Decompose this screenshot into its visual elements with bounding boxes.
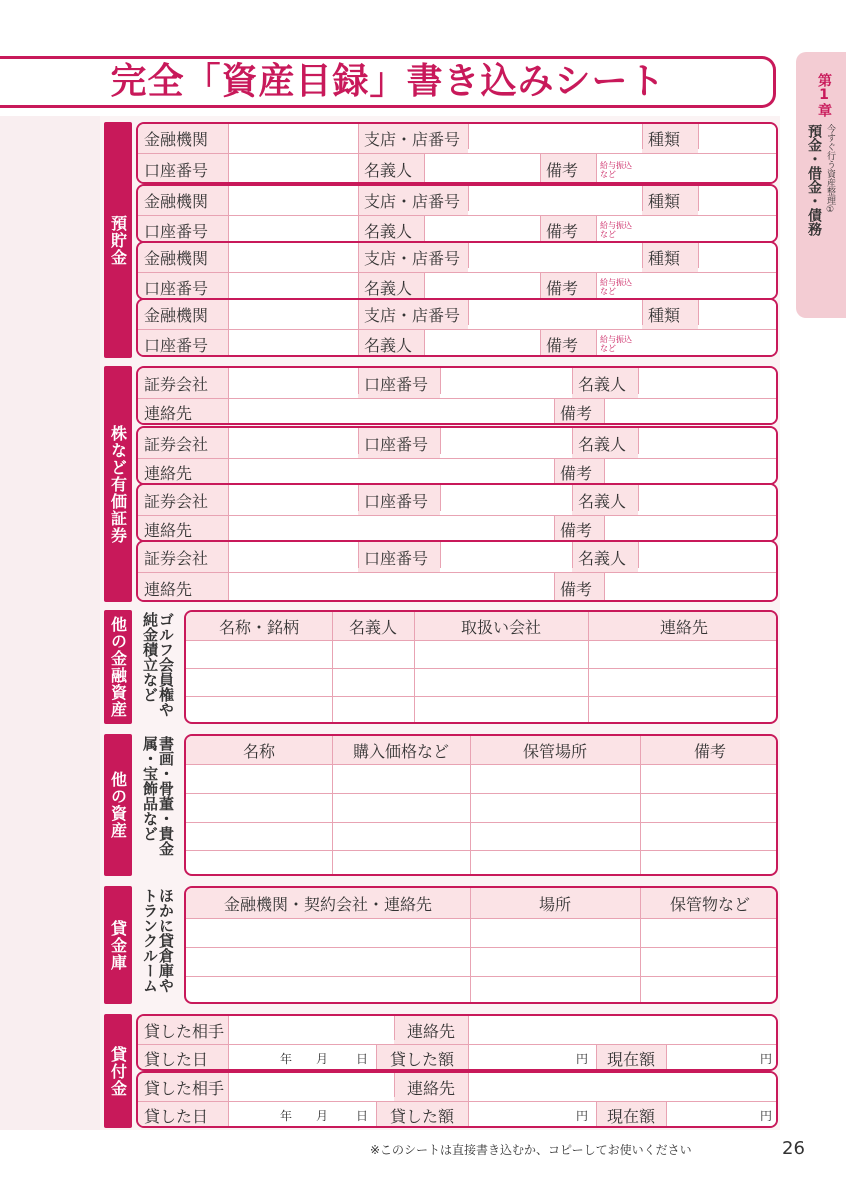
remarks-note: 給与振込など	[596, 215, 638, 243]
holder-field[interactable]	[638, 542, 778, 572]
label-bank: 金融機関	[138, 124, 228, 153]
current-amount-yen[interactable]: 円	[666, 1044, 778, 1071]
safe-deposit-note: ほかに貸倉庫やトランクルーム	[141, 888, 175, 993]
left-margin-strip	[0, 116, 100, 1130]
label-branch: 支店・店番号	[358, 186, 468, 215]
holder-field[interactable]	[424, 329, 540, 357]
label-contact: 連絡先	[138, 458, 228, 485]
label-contact: 連絡先	[394, 1016, 468, 1044]
remarks-field[interactable]	[604, 572, 778, 602]
contact-field[interactable]	[468, 1073, 778, 1101]
label-borrower: 貸した相手	[138, 1073, 228, 1101]
type-field[interactable]	[698, 124, 778, 153]
month-unit[interactable]: 月	[300, 1044, 336, 1071]
contact-field[interactable]	[228, 458, 554, 485]
label-holder: 名義人	[572, 485, 638, 515]
header-name: 名称	[186, 736, 332, 764]
label-bank: 金融機関	[138, 300, 228, 329]
remarks-field[interactable]	[638, 329, 778, 357]
label-remarks: 備考	[540, 215, 596, 243]
label-branch: 支店・店番号	[358, 124, 468, 153]
label-account-number: 口座番号	[358, 485, 440, 515]
account-number-field[interactable]	[440, 368, 572, 398]
other-assets-table	[184, 734, 778, 876]
label-account-number: 口座番号	[138, 272, 228, 300]
branch-field[interactable]	[468, 243, 642, 272]
header-location: 場所	[470, 888, 640, 918]
label-type: 種類	[642, 300, 698, 329]
label-contact: 連絡先	[138, 398, 228, 425]
day-unit[interactable]: 日	[336, 1044, 376, 1071]
label-account-number: 口座番号	[358, 368, 440, 398]
label-account-number: 口座番号	[138, 153, 228, 184]
remarks-field[interactable]	[638, 215, 778, 243]
contact-field[interactable]	[468, 1016, 778, 1044]
deposit-account-group	[136, 122, 778, 184]
chapter-subtitle-main: 預金・借金・債務	[806, 124, 822, 236]
holder-field[interactable]	[424, 272, 540, 300]
label-account-number: 口座番号	[138, 215, 228, 243]
label-bank: 金融機関	[138, 186, 228, 215]
header-bank-contractor-contact: 金融機関・契約会社・連絡先	[186, 888, 470, 918]
account-number-field[interactable]	[228, 272, 358, 300]
bank-field[interactable]	[228, 186, 358, 215]
label-securities-company: 証券会社	[138, 485, 228, 515]
branch-field[interactable]	[468, 300, 642, 329]
bank-field[interactable]	[228, 300, 358, 329]
loan-amount-yen[interactable]: 円	[468, 1044, 596, 1071]
label-remarks: 備考	[554, 458, 604, 485]
header-contact: 連絡先	[588, 612, 778, 640]
label-remarks: 備考	[540, 153, 596, 184]
securities-account-group	[136, 540, 778, 602]
label-bank: 金融機関	[138, 243, 228, 272]
chapter-number: 第1章	[816, 73, 832, 117]
label-remarks: 備考	[554, 398, 604, 425]
other-financial-table	[184, 610, 778, 724]
account-number-field[interactable]	[440, 485, 572, 515]
safe-deposit-table	[184, 886, 778, 1004]
securities-company-field[interactable]	[228, 428, 358, 458]
loan-group	[136, 1014, 778, 1071]
label-borrower: 貸した相手	[138, 1016, 228, 1044]
label-loan-amount: 貸した額	[376, 1101, 468, 1128]
label-remarks: 備考	[540, 329, 596, 357]
label-current-amount: 現在額	[596, 1101, 666, 1128]
account-number-field[interactable]	[440, 542, 572, 572]
label-holder: 名義人	[358, 153, 424, 184]
label-contact: 連絡先	[138, 515, 228, 542]
contact-field[interactable]	[228, 398, 554, 425]
year-unit[interactable]: 年	[228, 1044, 300, 1071]
footer-note: ※このシートは直接書き込むか、コピーしてお使いください	[370, 1143, 692, 1157]
type-field[interactable]	[698, 186, 778, 215]
holder-field[interactable]	[424, 153, 540, 184]
remarks-note: 給与振込など	[596, 272, 638, 300]
label-loan-amount: 貸した額	[376, 1044, 468, 1071]
other-financial-note: ゴルフ会員権や純金積立など	[141, 612, 175, 717]
account-number-field[interactable]	[228, 329, 358, 357]
label-securities-company: 証券会社	[138, 428, 228, 458]
header-storage-place: 保管場所	[470, 736, 640, 764]
loan-group	[136, 1071, 778, 1128]
branch-field[interactable]	[468, 186, 642, 215]
account-number-field[interactable]	[228, 215, 358, 243]
account-number-field[interactable]	[440, 428, 572, 458]
label-securities-company: 証券会社	[138, 542, 228, 572]
label-current-amount: 現在額	[596, 1044, 666, 1071]
holder-field[interactable]	[638, 428, 778, 458]
other-assets-note: 書画・骨董・貴金属・宝飾品など	[141, 736, 175, 856]
holder-field[interactable]	[638, 485, 778, 515]
header-holder: 名義人	[332, 612, 414, 640]
type-field[interactable]	[698, 243, 778, 272]
category-deposits: 預貯金	[104, 122, 132, 358]
label-remarks: 備考	[554, 515, 604, 542]
securities-account-group	[136, 366, 778, 425]
label-holder: 名義人	[572, 428, 638, 458]
remarks-note: 給与振込など	[596, 329, 638, 357]
remarks-field[interactable]	[604, 458, 778, 485]
remarks-field[interactable]	[638, 153, 778, 184]
label-holder: 名義人	[358, 329, 424, 357]
contact-field[interactable]	[228, 515, 554, 542]
header-purchase-price: 購入価格など	[332, 736, 470, 764]
header-name-brand: 名称・銘柄	[186, 612, 332, 640]
securities-company-field[interactable]	[228, 368, 358, 398]
remarks-field[interactable]	[638, 272, 778, 300]
category-other-financial: 他の金融資産	[104, 610, 132, 724]
bank-field[interactable]	[228, 124, 358, 153]
chapter-subtitle-small: 今すぐ行う資産整理①	[825, 124, 835, 215]
deposit-account-group	[136, 184, 778, 243]
chapter-subtitle	[800, 124, 840, 310]
holder-field[interactable]	[638, 368, 778, 398]
contact-field[interactable]	[228, 572, 554, 602]
label-type: 種類	[642, 124, 698, 153]
page-number: 26	[782, 1138, 805, 1159]
label-holder: 名義人	[572, 368, 638, 398]
account-number-field[interactable]	[228, 153, 358, 184]
deposit-account-group	[136, 298, 778, 357]
label-account-number: 口座番号	[358, 428, 440, 458]
header-remarks: 備考	[640, 736, 778, 764]
label-securities-company: 証券会社	[138, 368, 228, 398]
loan-amount-yen[interactable]: 円	[468, 1101, 596, 1128]
label-remarks: 備考	[554, 572, 604, 602]
label-holder: 名義人	[358, 272, 424, 300]
deposit-account-group	[136, 241, 778, 300]
label-branch: 支店・店番号	[358, 300, 468, 329]
current-amount-yen[interactable]: 円	[666, 1101, 778, 1128]
label-remarks: 備考	[540, 272, 596, 300]
day-unit[interactable]: 日	[336, 1101, 376, 1128]
label-branch: 支店・店番号	[358, 243, 468, 272]
securities-account-group	[136, 483, 778, 542]
header-handling-company: 取扱い会社	[414, 612, 588, 640]
category-securities: 株など有価証券	[104, 366, 132, 602]
securities-company-field[interactable]	[228, 485, 358, 515]
label-contact: 連絡先	[138, 572, 228, 602]
label-loan-date: 貸した日	[138, 1044, 228, 1071]
page-title: 完全「資産目録」書き込みシート	[110, 61, 666, 102]
label-account-number: 口座番号	[358, 542, 440, 572]
label-account-number: 口座番号	[138, 329, 228, 357]
type-field[interactable]	[698, 300, 778, 329]
label-holder: 名義人	[358, 215, 424, 243]
remarks-field[interactable]	[604, 398, 778, 425]
branch-field[interactable]	[468, 124, 642, 153]
year-unit[interactable]: 年	[228, 1101, 300, 1128]
header-stored-items: 保管物など	[640, 888, 778, 918]
borrower-field[interactable]	[228, 1073, 394, 1101]
label-contact: 連絡先	[394, 1073, 468, 1101]
securities-company-field[interactable]	[228, 542, 358, 572]
category-other-assets: 他の資産	[104, 734, 132, 876]
label-loan-date: 貸した日	[138, 1101, 228, 1128]
remarks-field[interactable]	[604, 515, 778, 542]
category-loans: 貸付金	[104, 1014, 132, 1128]
securities-account-group	[136, 426, 778, 485]
label-type: 種類	[642, 243, 698, 272]
label-type: 種類	[642, 186, 698, 215]
month-unit[interactable]: 月	[300, 1101, 336, 1128]
borrower-field[interactable]	[228, 1016, 394, 1044]
label-holder: 名義人	[572, 542, 638, 572]
category-safe-deposit: 貸金庫	[104, 886, 132, 1004]
remarks-note: 給与振込など	[596, 153, 638, 184]
holder-field[interactable]	[424, 215, 540, 243]
bank-field[interactable]	[228, 243, 358, 272]
